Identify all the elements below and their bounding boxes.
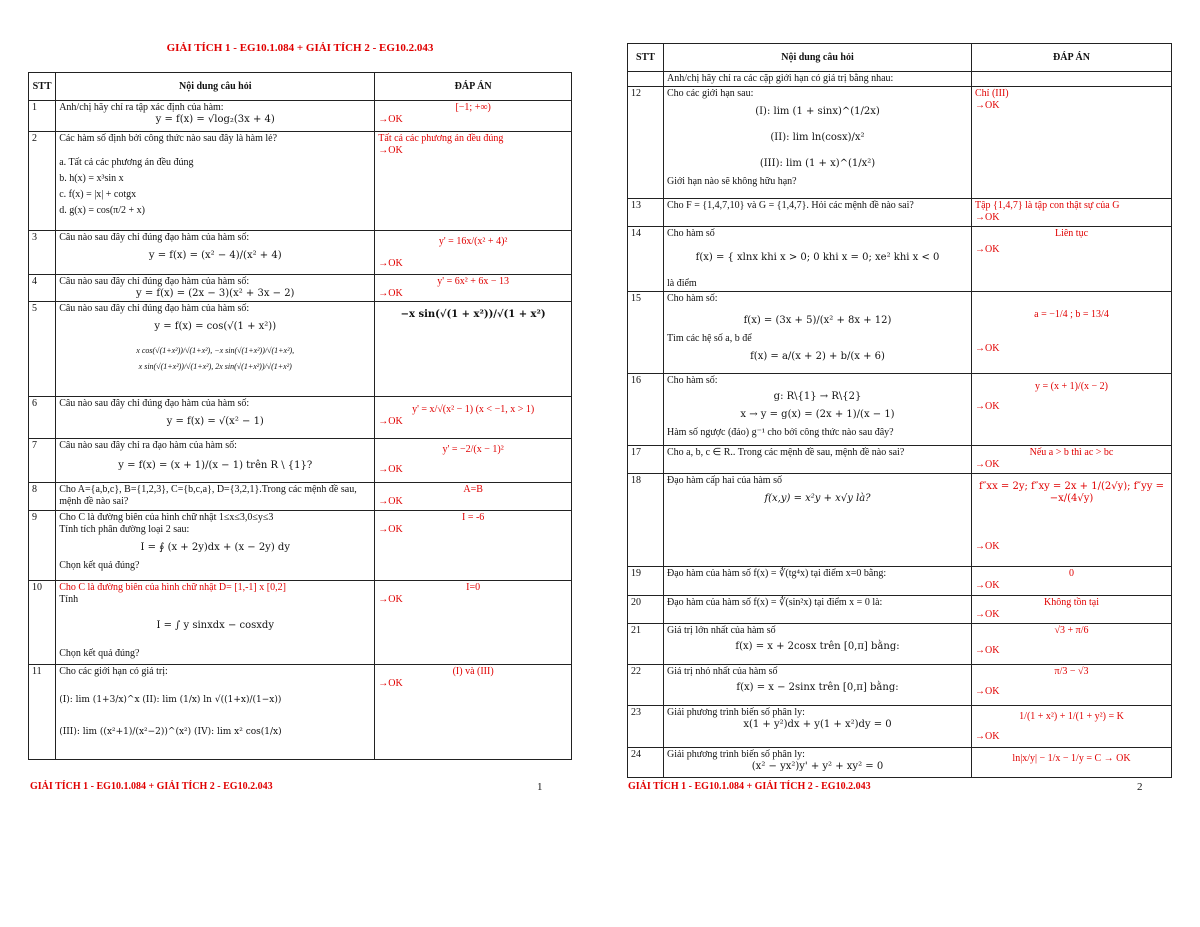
table-row: 3 Câu nào sau đây chỉ đúng đạo hàm của hàm số: y = f(x) = (x² − 4)/(x² + 4) y' = 16x/(x² + 4)² →OK [29, 231, 572, 275]
table-row: 20 Đạo hàm của hàm số f(x) = ∛(sin²x) tại điểm x = 0 là: Không tồn tại →OK [628, 596, 1172, 624]
table-row: 15 Cho hàm số: f(x) = (3x + 5)/(x² + 8x + 12) Tìm các hệ số a, b để f(x) = a/(x + 2) + b/(x + 6) a = −1/4 ; b = 13/4 →OK [628, 292, 1172, 374]
header-stt: STT [628, 44, 664, 72]
table-row: 6 Câu nào sau đây chỉ đúng đạo hàm của hàm số: y = f(x) = √(x² − 1) y' = x/√(x² − 1) (x < −1, x > 1) →OK [29, 397, 572, 439]
table-row: 2 Các hàm số định bởi công thức nào sau đây là hàm lẻ? a. Tất cả các phương án đều đúng b. h(x) = x³sin x c. f(x) = |x| + cotgx d. g(x) = cos(π/2 + x) Tất cả các phương án đều đúng →OK [29, 132, 572, 231]
formula: y = f(x) = √log₂(3x + 4) [155, 114, 275, 125]
table-header [628, 44, 1172, 72]
table-row: 17 Cho a, b, c ∈ R.. Trong các mệnh đề sau, mệnh đề nào sai? Nếu a > b thì ac > bc →OK [628, 446, 1172, 474]
table-row: 9 Cho C là đường biên của hình chữ nhật 1≤x≤3,0≤y≤3 Tính tích phân đường loại 2 sau: I = ∮ (x + 2y)dx + (x − 2y) dy Chọn kết quả đúng? I = -6 →OK [29, 511, 572, 581]
header-answer: ĐÁP ÁN [972, 44, 1172, 72]
table-row: 7 Câu nào sau đây chỉ ra đạo hàm của hàm số: y = f(x) = (x + 1)/(x − 1) trên R \ {1}? y' = −2/(x − 1)² →OK [29, 439, 572, 483]
table-row: 24 Giải phương trình biến số phân ly: (x² − yx²)y' + y² + xy² = 0 ln|x/y| − 1/x − 1/y = C → OK [628, 748, 1172, 778]
header-question: Nội dung câu hỏi [56, 73, 375, 101]
page-2 [600, 0, 1200, 927]
table-row: 16 Cho hàm số: g: R\{1} → R\{2} x → y = g(x) = (2x + 1)/(x − 1) Hàm số ngược (đảo) g⁻¹ cho bởi công thức nào sau đây? y = (x + 1)/(x − 2) →OK [628, 374, 1172, 446]
table-header [29, 73, 572, 101]
table-row: 10 Cho C là đường biên của hình chữ nhật D= [1,-1] x [0,2] Tính I = ∫ y sinxdx − cosxdy Chọn kết quả đúng? I=0 →OK [29, 581, 572, 665]
table-row: 22 Giá trị nhỏ nhất của hàm số f(x) = x − 2sinx trên [0,π] bằng: π/3 − √3 →OK [628, 665, 1172, 706]
question-table-1 [28, 72, 572, 760]
header-answer: ĐÁP ÁN [375, 73, 572, 101]
header-stt: STT [29, 73, 56, 101]
question-table-2 [627, 43, 1172, 778]
table-row: 4 Câu nào sau đây chỉ đúng đạo hàm của hàm số: y = f(x) = (2x − 3)(x² + 3x − 2) y' = 6x² + 6x − 13 →OK [29, 275, 572, 302]
table-row: 13 Cho F = {1,4,7,10} và G = {1,4,7}. Hỏi các mệnh đề nào sai? Tập {1,4,7} là tập con thật sự của G →OK [628, 199, 1172, 227]
table-row: 23 Giải phương trình biến số phân ly: x(1 + y²)dx + y(1 + x²)dy = 0 1/(1 + x²) + 1/(1 + y²) = K →OK [628, 706, 1172, 748]
table-row: Anh/chị hãy chỉ ra các cặp giới hạn có giá trị bằng nhau: [628, 72, 1172, 87]
table-row: 18 Đạo hàm cấp hai của hàm số f(x,y) = x²y + x√y là? f″xx = 2y; f″xy = 2x + 1/(2√y); f″yy = −x/(4√y) →OK [628, 474, 1172, 567]
table-row: 8 Cho A={a,b,c}, B={1,2,3}, C={b,c,a}, D={3,2,1}.Trong các mệnh đề sau, mệnh đề nào sai? A=B →OK [29, 483, 572, 511]
table-row: 1 Anh/chị hãy chỉ ra tập xác định của hàm: y = f(x) = √log₂(3x + 4) [−1; +∞) →OK [29, 101, 572, 132]
table-row: 5 Câu nào sau đây chỉ đúng đạo hàm của hàm số: y = f(x) = cos(√(1 + x²)) x cos(√(1+x²))/√(1+x²), −x sin(√(1+x²))/√(1+x²), x sin(√(1+x²))/√(1+x²), 2x sin(√(1+x²))/√(1+x²) −x sin(√(1 + x²))/√(1 + x²) [29, 302, 572, 397]
table-row: 19 Đạo hàm của hàm số f(x) = ∛(tg⁴x) tại điểm x=0 bằng: 0 →OK [628, 567, 1172, 596]
table-row: 21 Giá trị lớn nhất của hàm số f(x) = x + 2cosx trên [0,π] bằng: √3 + π/6 →OK [628, 624, 1172, 665]
document-title: GIẢI TÍCH 1 - EG10.1.084 + GIẢI TÍCH 2 - EG10.2.043 [166, 42, 434, 54]
page-number: 2 [1137, 781, 1143, 793]
header-question: Nội dung câu hỏi [664, 44, 972, 72]
table-row: 14 Cho hàm số f(x) = { xlnx khi x > 0; 0 khi x = 0; xe² khi x < 0 là điểm Liên tục →OK [628, 227, 1172, 292]
table-row: 11 Cho các giới hạn có giá trị: (I): lim (1+3/x)^x (II): lim (1/x) ln √((1+x)/(1−x)) (III): lim ((x²+1)/(x²−2))^(x²) (IV): lim x² cos(1/x) (I) và (III) →OK [29, 665, 572, 760]
page-number: 1 [537, 781, 543, 793]
footer-title: GIẢI TÍCH 1 - EG10.1.084 + GIẢI TÍCH 2 - EG10.2.043 [30, 781, 273, 792]
table-row: 12 Cho các giới hạn sau: (I): lim (1 + sinx)^(1/2x) (II): lim ln(cosx)/x² (III): lim (1 + x)^(1/x²) Giới hạn nào sẽ không hữu hạn? Chỉ (III) →OK [628, 87, 1172, 199]
footer-title: GIẢI TÍCH 1 - EG10.1.084 + GIẢI TÍCH 2 - EG10.2.043 [628, 781, 871, 792]
